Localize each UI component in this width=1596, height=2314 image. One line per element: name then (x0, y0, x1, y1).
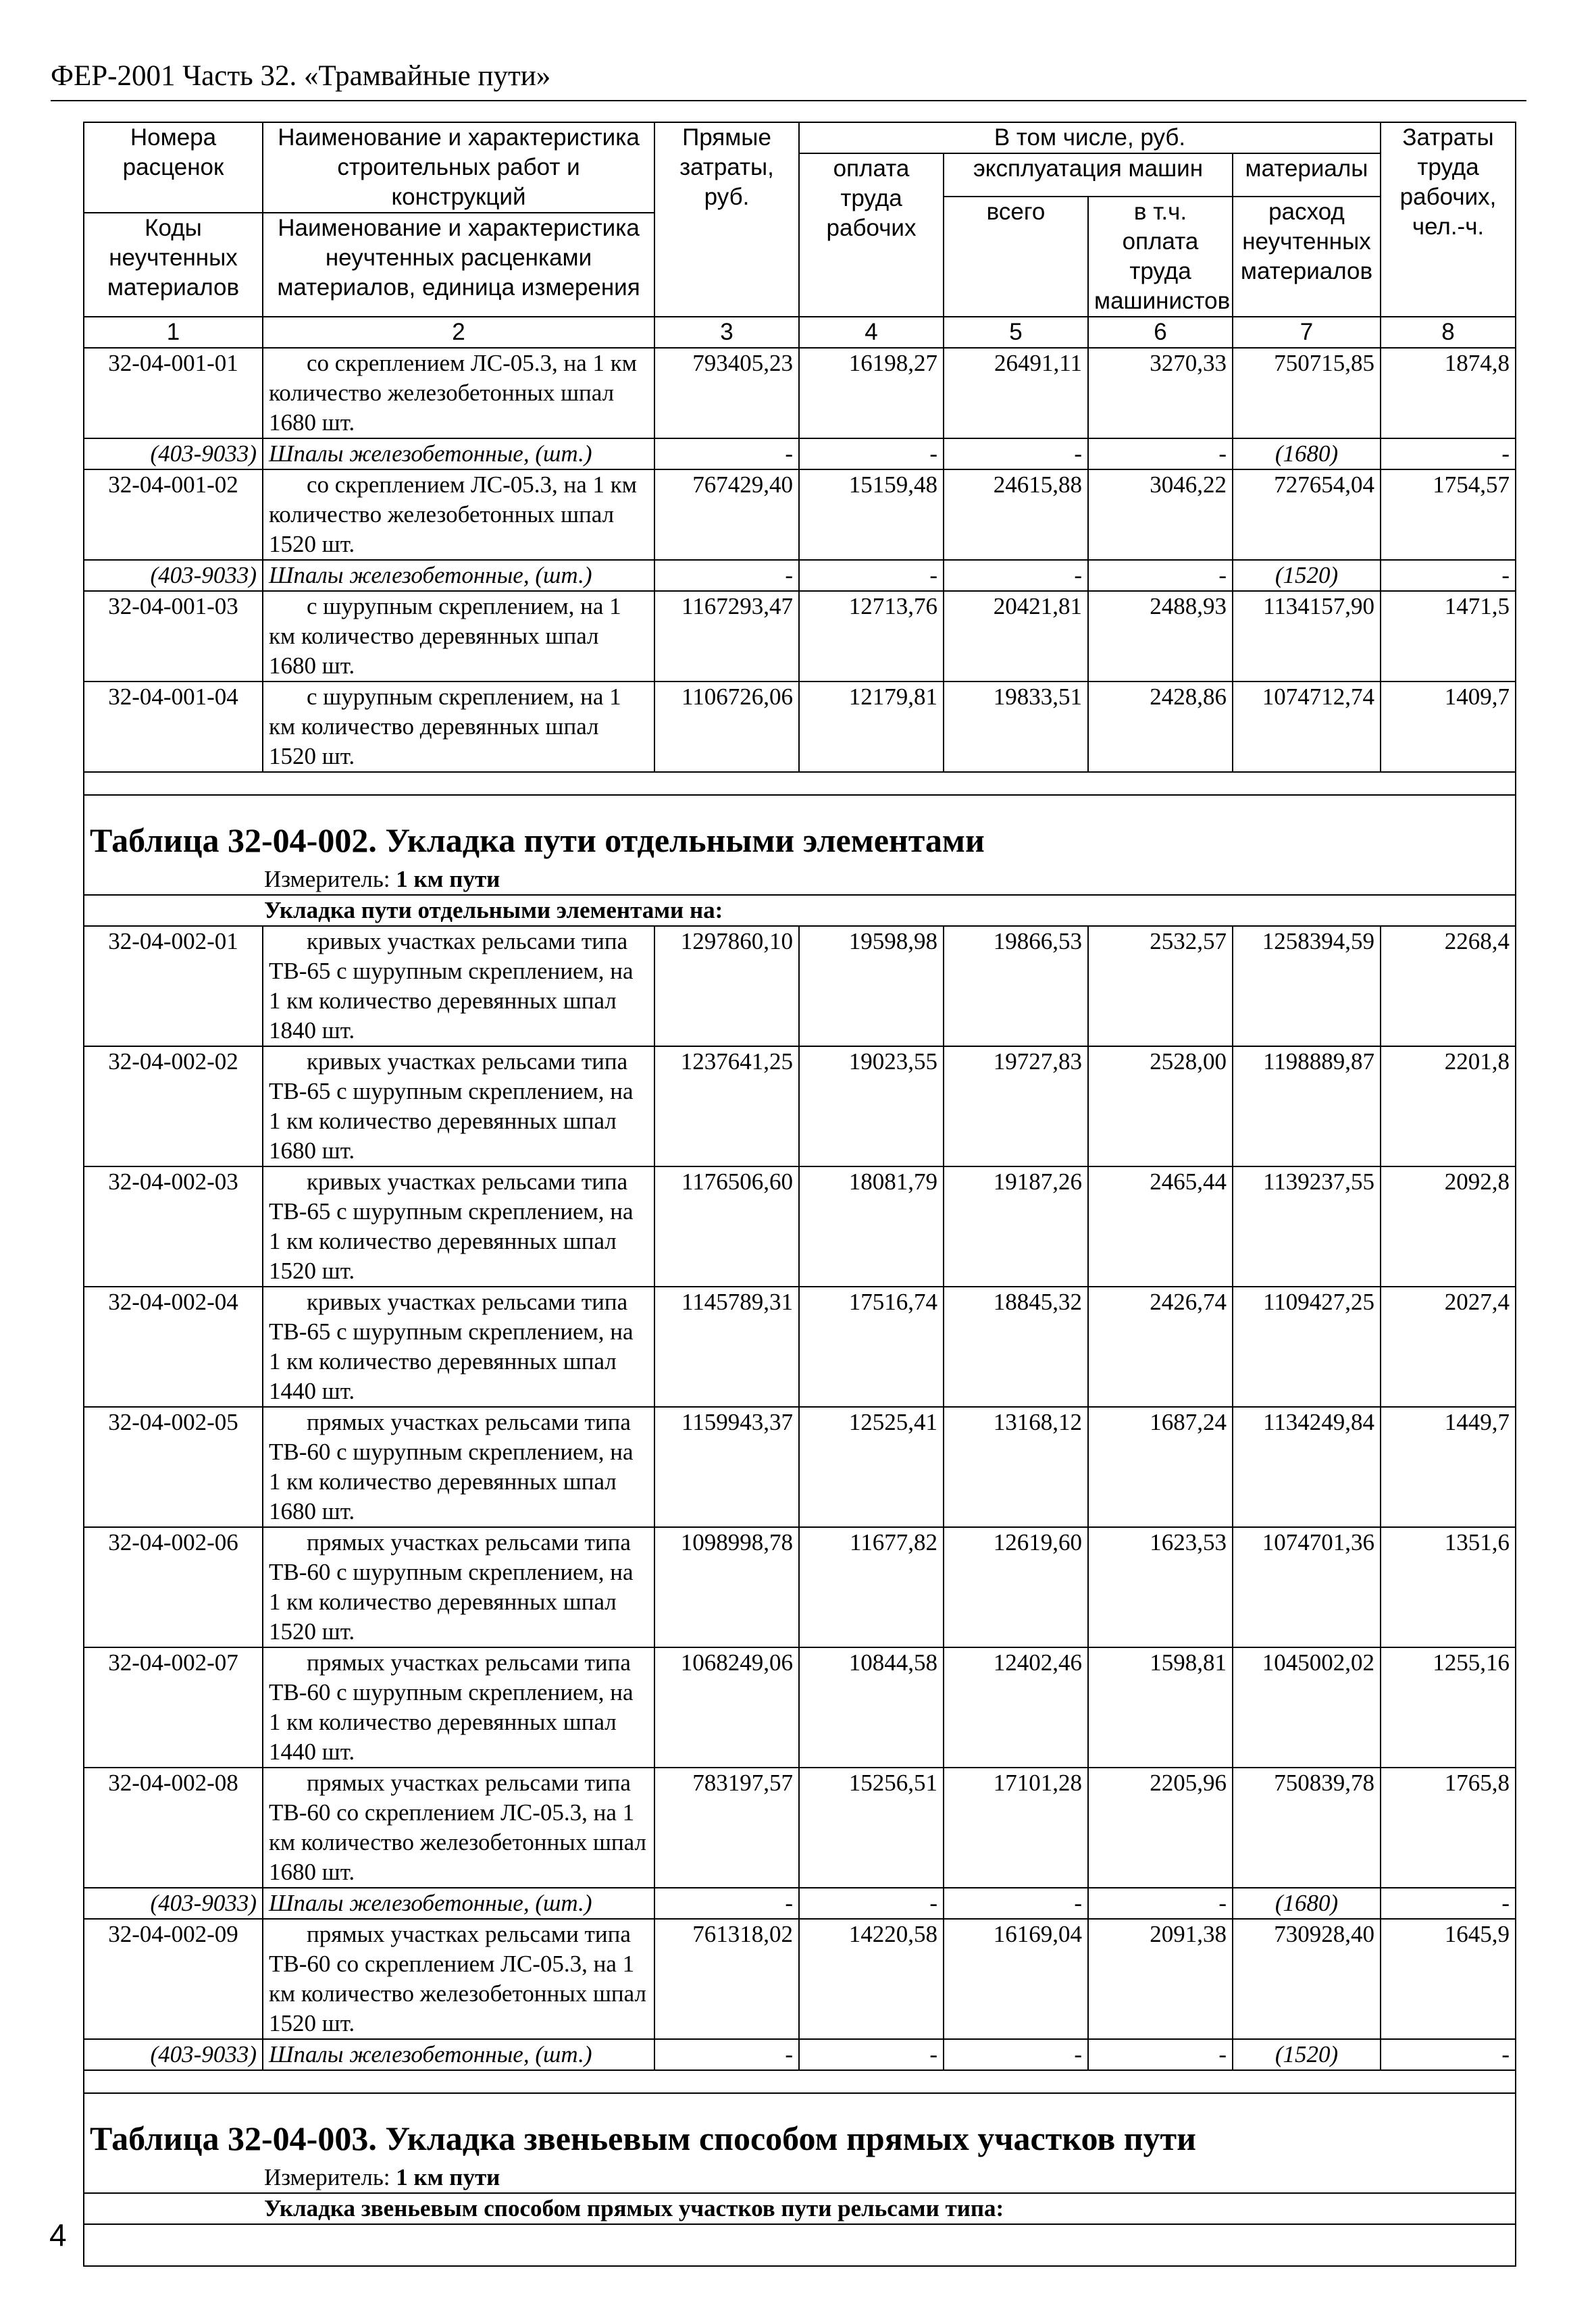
rate-row (84, 1919, 1516, 2039)
material-row (84, 560, 1516, 591)
labor-hours: 1409,7 (1381, 682, 1516, 772)
machinist-labor-cost: 1623,53 (1088, 1527, 1233, 1647)
materials-cost: 1134249,84 (1233, 1407, 1381, 1527)
rates-table (83, 122, 1516, 2267)
machine-cost: - (944, 1888, 1088, 1919)
measure-row (84, 2163, 1516, 2193)
materials-cost: 1198889,87 (1233, 1046, 1381, 1166)
machine-cost: 19727,83 (944, 1046, 1088, 1166)
material-row (84, 2039, 1516, 2070)
table-title: Таблица 32-04-002. Укладка пути отдельными элементами (84, 795, 1516, 865)
labor-hours: 1765,8 (1381, 1768, 1516, 1888)
col-number: 4 (799, 317, 944, 348)
rate-description: прямых участках рельсами типа ТВ-60 с шурупным скреплением, на 1 км количество деревянных шпал 1440 шт. (263, 1647, 654, 1768)
rate-code: 32-04-001-02 (84, 469, 263, 560)
machinist-labor-cost: 2465,44 (1088, 1166, 1233, 1287)
machine-cost: 13168,12 (944, 1407, 1088, 1527)
measure-label: Измеритель: (264, 866, 390, 892)
table-subheading-row (84, 895, 1516, 926)
rate-description: с шурупным скреплением, на 1 км количество деревянных шпал 1680 шт. (263, 591, 654, 682)
labor-hours: 1874,8 (1381, 348, 1516, 438)
measure-line (84, 2163, 1516, 2193)
table-subheading: Укладка звеньевым способом прямых участков пути рельсами типа: (84, 2193, 1516, 2224)
spacer (84, 772, 1516, 795)
rate-description: кривых участках рельсами типа ТВ-65 с шурупным скреплением, на 1 км количество деревянных шпал 1840 шт. (263, 926, 654, 1046)
labor-cost: - (799, 2039, 944, 2070)
labor-cost: 14220,58 (799, 1919, 944, 2039)
machinist-labor-cost: 2205,96 (1088, 1768, 1233, 1888)
labor-cost: 16198,27 (799, 348, 944, 438)
machinist-labor-cost: - (1088, 560, 1233, 591)
materials-cost: 1258394,59 (1233, 926, 1381, 1046)
labor-cost: - (799, 560, 944, 591)
machinist-labor-cost: 2426,74 (1088, 1287, 1233, 1407)
machine-cost: 19866,53 (944, 926, 1088, 1046)
rates-table-frame (83, 122, 1515, 2221)
measure-value: 1 км пути (396, 866, 500, 892)
col3-head: Прямые затраты, руб. (654, 122, 799, 317)
materials-cost: 1134157,90 (1233, 591, 1381, 682)
material-row (84, 438, 1516, 469)
machinist-labor-cost: 1687,24 (1088, 1407, 1233, 1527)
col1-head-top: Номера расценок (84, 122, 263, 213)
col-number: 5 (944, 317, 1088, 348)
direct-cost: 1106726,06 (654, 682, 799, 772)
materials-cost: 727654,04 (1233, 469, 1381, 560)
machinist-labor-cost: - (1088, 438, 1233, 469)
machinist-labor-cost: - (1088, 1888, 1233, 1919)
labor-cost: - (799, 1888, 944, 1919)
rate-code: 32-04-002-06 (84, 1527, 263, 1647)
rate-row (84, 1166, 1516, 1287)
labor-cost: 15159,48 (799, 469, 944, 560)
machinist-labor-cost: 3046,22 (1088, 469, 1233, 560)
measure-value: 1 км пути (396, 2164, 500, 2190)
col6-head: в т.ч. оплата труда машинистов (1088, 197, 1233, 317)
machine-cost: 19833,51 (944, 682, 1088, 772)
page-number: 4 (49, 2217, 67, 2253)
machine-cost: 24615,88 (944, 469, 1088, 560)
rate-description: со скреплением ЛС-05.3, на 1 км количество железобетонных шпал 1680 шт. (263, 348, 654, 438)
rate-code: 32-04-002-05 (84, 1407, 263, 1527)
table-head-row (84, 122, 1516, 153)
labor-hours: 1754,57 (1381, 469, 1516, 560)
machine-cost: 19187,26 (944, 1166, 1088, 1287)
direct-cost: - (654, 438, 799, 469)
col2-head-bottom: Наименование и характеристика неучтенных расценками материалов, единица измерения (263, 213, 654, 317)
direct-cost: 1176506,60 (654, 1166, 799, 1287)
measure-line (84, 865, 1516, 895)
rate-code: 32-04-002-01 (84, 926, 263, 1046)
col-number: 1 (84, 317, 263, 348)
rate-code: 32-04-002-03 (84, 1166, 263, 1287)
rate-row (84, 1407, 1516, 1527)
rate-description: кривых участках рельсами типа ТВ-65 с шурупным скреплением, на 1 км количество деревянных шпал 1520 шт. (263, 1166, 654, 1287)
direct-cost: - (654, 1888, 799, 1919)
direct-cost: - (654, 560, 799, 591)
machine-cost: 26491,11 (944, 348, 1088, 438)
rate-description: со скреплением ЛС-05.3, на 1 км количество железобетонных шпал 1520 шт. (263, 469, 654, 560)
materials-cost: 1109427,25 (1233, 1287, 1381, 1407)
material-code: (403-9033) (84, 2039, 263, 2070)
blank-area-row (84, 2224, 1516, 2266)
material-quantity: (1520) (1233, 2039, 1381, 2070)
col-number: 8 (1381, 317, 1516, 348)
labor-hours: - (1381, 2039, 1516, 2070)
spacer-row (84, 772, 1516, 795)
col8-head: Затраты труда рабочих, чел.-ч. (1381, 122, 1516, 317)
direct-cost: 1159943,37 (654, 1407, 799, 1527)
group-head: В том числе, руб. (799, 122, 1381, 153)
rate-row (84, 1287, 1516, 1407)
machine-cost: 12619,60 (944, 1527, 1088, 1647)
rate-row (84, 1647, 1516, 1768)
col7-head: расход неучтенных материалов (1233, 197, 1381, 317)
labor-cost: 10844,58 (799, 1647, 944, 1768)
rate-row (84, 348, 1516, 438)
table-subheading: Укладка пути отдельными элементами на: (84, 895, 1516, 926)
material-quantity: (1680) (1233, 438, 1381, 469)
direct-cost: 1098998,78 (654, 1527, 799, 1647)
rate-description: кривых участках рельсами типа ТВ-65 с шурупным скреплением, на 1 км количество деревянных шпал 1680 шт. (263, 1046, 654, 1166)
materials-cost: 1074712,74 (1233, 682, 1381, 772)
rate-code: 32-04-002-09 (84, 1919, 263, 2039)
labor-hours: - (1381, 560, 1516, 591)
material-quantity: (1680) (1233, 1888, 1381, 1919)
machinist-labor-cost: 2528,00 (1088, 1046, 1233, 1166)
labor-hours: 1449,7 (1381, 1407, 1516, 1527)
labor-hours: 1255,16 (1381, 1647, 1516, 1768)
machine-cost: - (944, 2039, 1088, 2070)
col4-head: оплата труда рабочих (799, 153, 944, 317)
direct-cost: 1237641,25 (654, 1046, 799, 1166)
material-code: (403-9033) (84, 1888, 263, 1919)
rate-description: кривых участках рельсами типа ТВ-65 с шурупным скреплением, на 1 км количество деревянных шпал 1440 шт. (263, 1287, 654, 1407)
labor-hours: 1471,5 (1381, 591, 1516, 682)
machinist-labor-cost: - (1088, 2039, 1233, 2070)
labor-hours: 2092,8 (1381, 1166, 1516, 1287)
rates-table-body (84, 122, 1516, 2266)
machinist-labor-cost: 1598,81 (1088, 1647, 1233, 1768)
labor-cost: 18081,79 (799, 1166, 944, 1287)
direct-cost: 761318,02 (654, 1919, 799, 2039)
machinist-labor-cost: 3270,33 (1088, 348, 1233, 438)
col1-head-bottom: Коды неучтенных материалов (84, 213, 263, 317)
machine-cost: 16169,04 (944, 1919, 1088, 2039)
labor-cost: 19598,98 (799, 926, 944, 1046)
direct-cost: 793405,23 (654, 348, 799, 438)
measure-label: Измеритель: (264, 2164, 390, 2190)
header-rule (51, 100, 1526, 101)
col-number: 7 (1233, 317, 1381, 348)
col-number: 3 (654, 317, 799, 348)
machine-cost: 20421,81 (944, 591, 1088, 682)
direct-cost: - (654, 2039, 799, 2070)
labor-hours: 1351,6 (1381, 1527, 1516, 1647)
rate-code: 32-04-002-08 (84, 1768, 263, 1888)
labor-cost: 12525,41 (799, 1407, 944, 1527)
rate-row (84, 591, 1516, 682)
rate-description: прямых участках рельсами типа ТВ-60 со скреплением ЛС-05.3, на 1 км количество железобетонных шпал 1680 шт. (263, 1768, 654, 1888)
rate-code: 32-04-002-04 (84, 1287, 263, 1407)
labor-hours: 2201,8 (1381, 1046, 1516, 1166)
machinist-labor-cost: 2488,93 (1088, 591, 1233, 682)
col2-head-top: Наименование и характеристика строительных работ и конструкций (263, 122, 654, 213)
labor-cost: 19023,55 (799, 1046, 944, 1166)
materials-group-head: материалы (1233, 153, 1381, 197)
material-row (84, 1888, 1516, 1919)
rate-row (84, 1046, 1516, 1166)
materials-cost: 1045002,02 (1233, 1647, 1381, 1768)
labor-cost: 12713,76 (799, 591, 944, 682)
materials-cost: 1139237,55 (1233, 1166, 1381, 1287)
table-title: Таблица 32-04-003. Укладка звеньевым способом прямых участков пути (84, 2093, 1516, 2163)
direct-cost: 767429,40 (654, 469, 799, 560)
rate-code: 32-04-001-04 (84, 682, 263, 772)
direct-cost: 1068249,06 (654, 1647, 799, 1768)
labor-cost: 12179,81 (799, 682, 944, 772)
materials-cost: 730928,40 (1233, 1919, 1381, 2039)
col5-head: всего (944, 197, 1088, 317)
blank-area (84, 2224, 1516, 2266)
machinist-labor-cost: 2091,38 (1088, 1919, 1233, 2039)
labor-cost: 15256,51 (799, 1768, 944, 1888)
labor-cost: 11677,82 (799, 1527, 944, 1647)
machinist-labor-cost: 2532,57 (1088, 926, 1233, 1046)
machine-cost: - (944, 560, 1088, 591)
col-number: 6 (1088, 317, 1233, 348)
materials-cost: 750715,85 (1233, 348, 1381, 438)
machine-cost: 17101,28 (944, 1768, 1088, 1888)
labor-cost: - (799, 438, 944, 469)
column-number-row (84, 317, 1516, 348)
machine-cost: 12402,46 (944, 1647, 1088, 1768)
rate-code: 32-04-002-02 (84, 1046, 263, 1166)
labor-hours: 1645,9 (1381, 1919, 1516, 2039)
rate-code: 32-04-001-01 (84, 348, 263, 438)
materials-cost: 750839,78 (1233, 1768, 1381, 1888)
labor-hours: 2027,4 (1381, 1287, 1516, 1407)
spacer (84, 2070, 1516, 2093)
rate-code: 32-04-001-03 (84, 591, 263, 682)
rate-row (84, 682, 1516, 772)
rate-row (84, 926, 1516, 1046)
material-code: (403-9033) (84, 560, 263, 591)
material-quantity: (1520) (1233, 560, 1381, 591)
rate-description: прямых участках рельсами типа ТВ-60 со скреплением ЛС-05.3, на 1 км количество железобетонных шпал 1520 шт. (263, 1919, 654, 2039)
col-number: 2 (263, 317, 654, 348)
direct-cost: 1145789,31 (654, 1287, 799, 1407)
labor-hours: - (1381, 1888, 1516, 1919)
labor-cost: 17516,74 (799, 1287, 944, 1407)
material-code: (403-9033) (84, 438, 263, 469)
table-subheading-row (84, 2193, 1516, 2224)
rate-row (84, 1527, 1516, 1647)
materials-cost: 1074701,36 (1233, 1527, 1381, 1647)
rate-code: 32-04-002-07 (84, 1647, 263, 1768)
table-title-row (84, 795, 1516, 865)
labor-hours: - (1381, 438, 1516, 469)
direct-cost: 1297860,10 (654, 926, 799, 1046)
running-head: ФЕР-2001 Часть 32. «Трамвайные пути» (51, 60, 551, 92)
rate-description: с шурупным скреплением, на 1 км количество деревянных шпал 1520 шт. (263, 682, 654, 772)
rate-description: прямых участках рельсами типа ТВ-60 с шурупным скреплением, на 1 км количество деревянных шпал 1520 шт. (263, 1527, 654, 1647)
machines-group-head: эксплуатация машин (944, 153, 1233, 197)
material-name: Шпалы железобетонные, (шт.) (263, 2039, 654, 2070)
table-title-row (84, 2093, 1516, 2163)
machine-cost: 18845,32 (944, 1287, 1088, 1407)
material-name: Шпалы железобетонные, (шт.) (263, 560, 654, 591)
material-name: Шпалы железобетонные, (шт.) (263, 1888, 654, 1919)
direct-cost: 1167293,47 (654, 591, 799, 682)
machine-cost: - (944, 438, 1088, 469)
machinist-labor-cost: 2428,86 (1088, 682, 1233, 772)
spacer-row (84, 2070, 1516, 2093)
labor-hours: 2268,4 (1381, 926, 1516, 1046)
rate-description: прямых участках рельсами типа ТВ-60 с шурупным скреплением, на 1 км количество деревянных шпал 1680 шт. (263, 1407, 654, 1527)
material-name: Шпалы железобетонные, (шт.) (263, 438, 654, 469)
rate-row (84, 1768, 1516, 1888)
measure-row (84, 865, 1516, 895)
direct-cost: 783197,57 (654, 1768, 799, 1888)
rate-row (84, 469, 1516, 560)
